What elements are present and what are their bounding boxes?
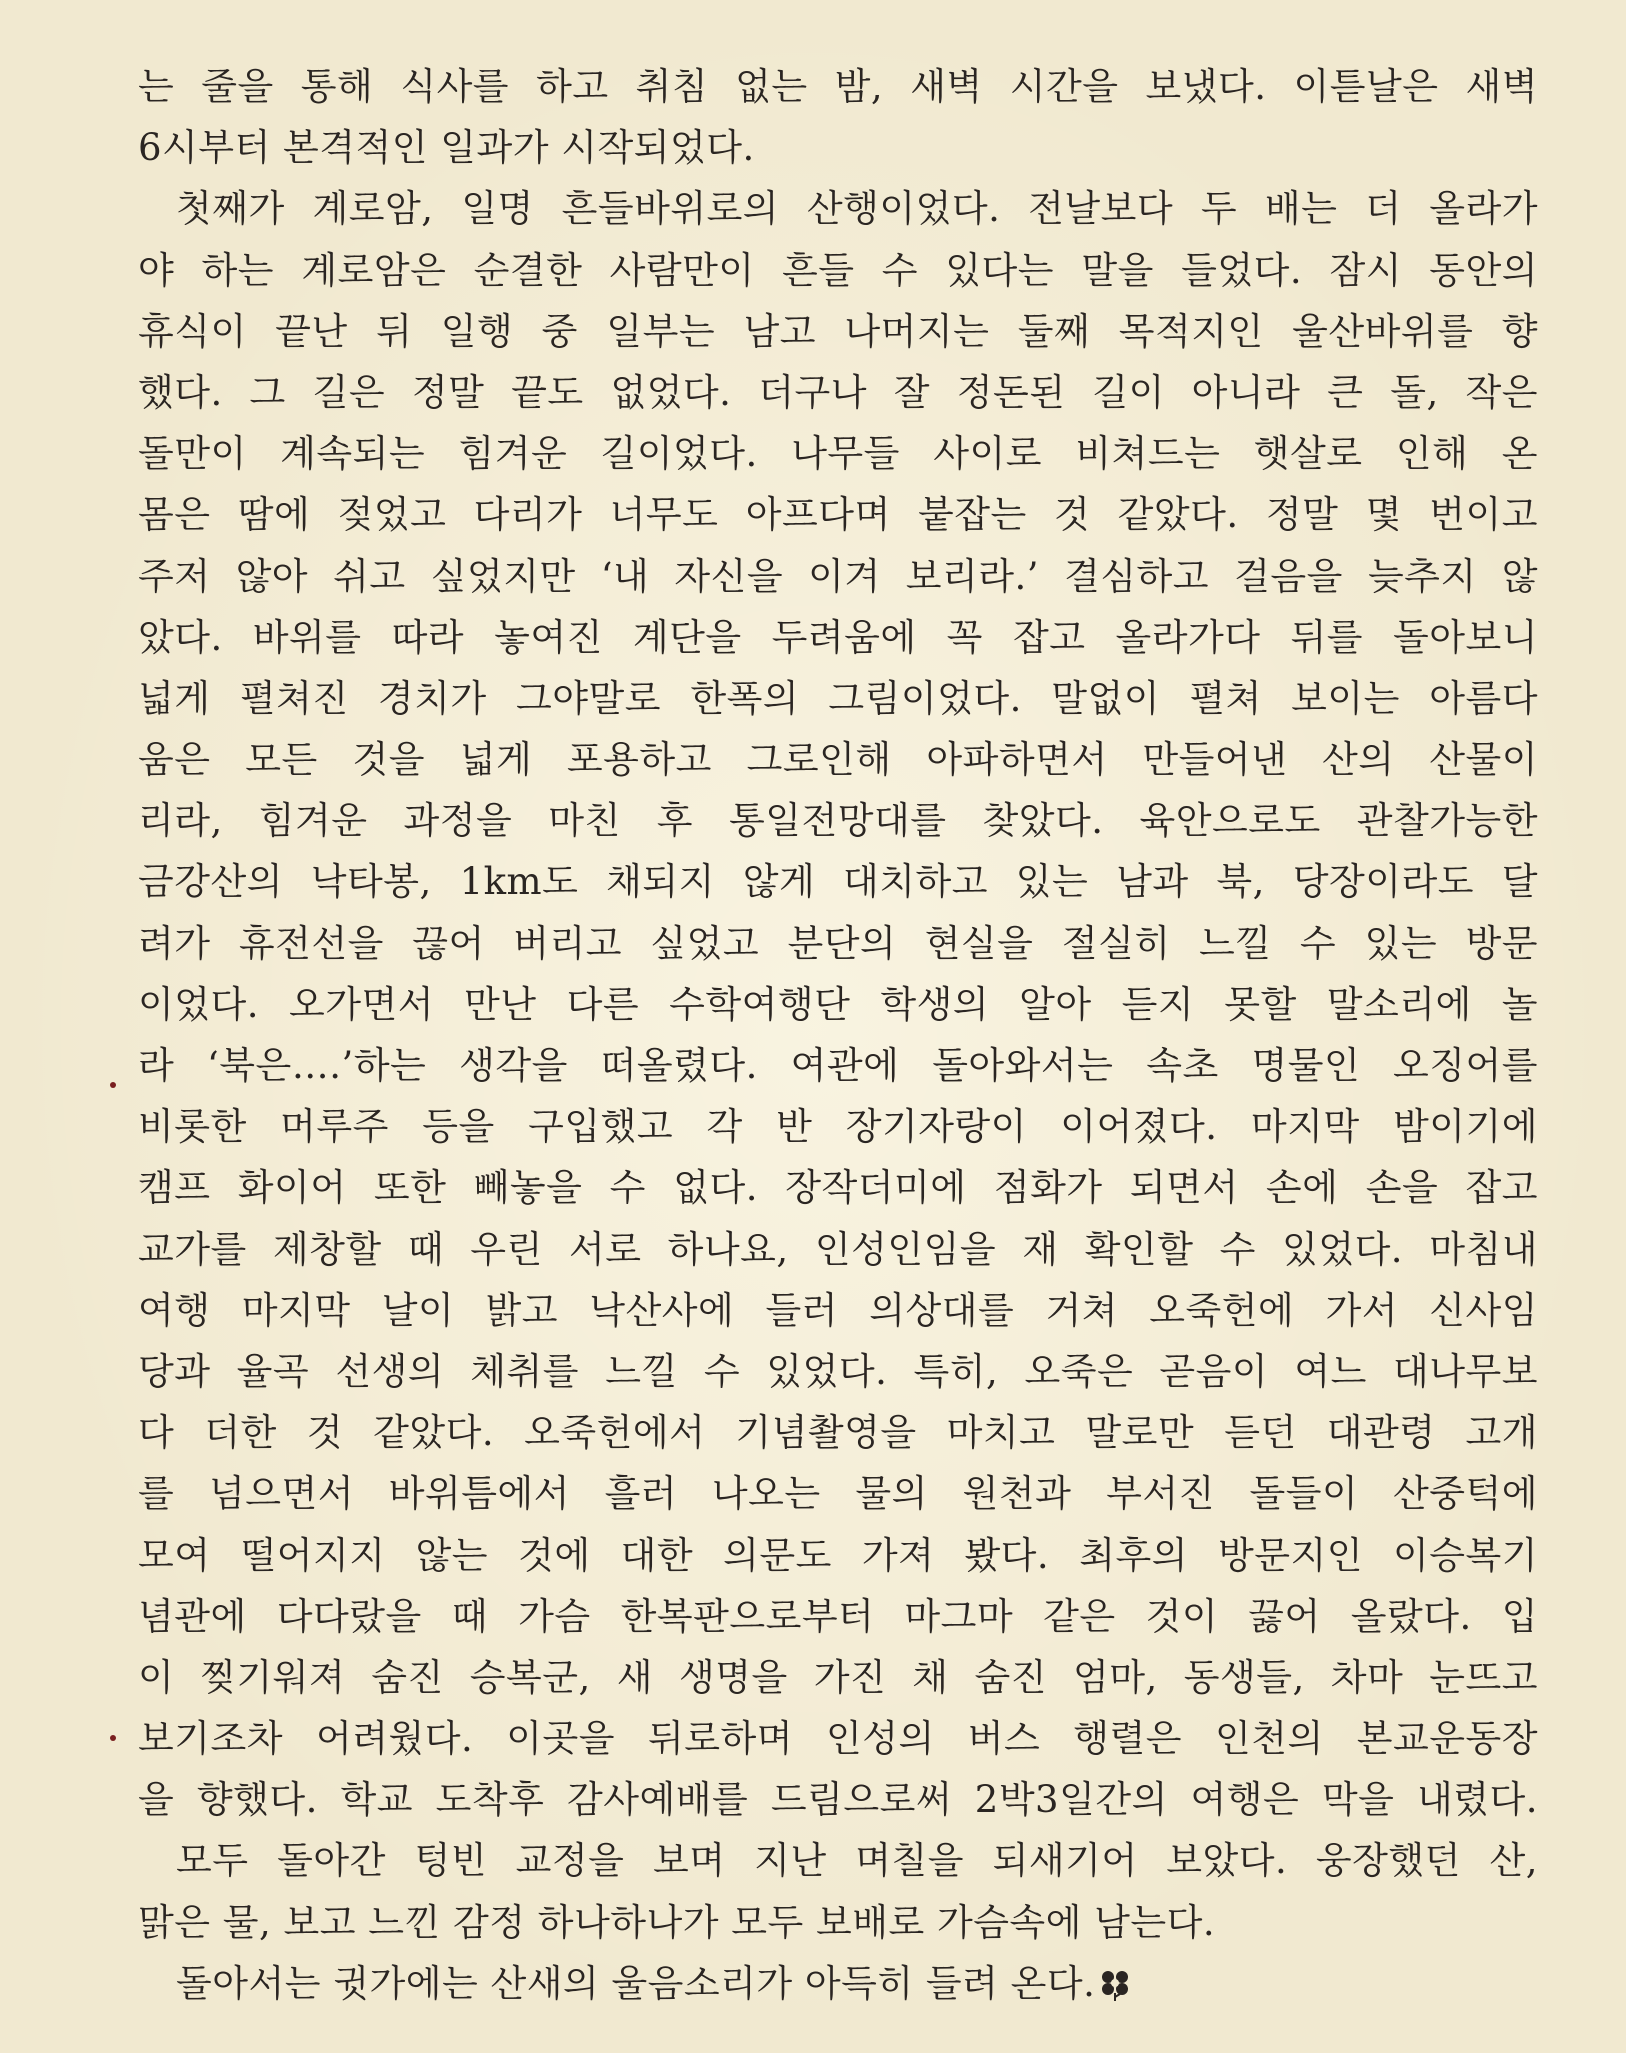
text-line (138, 1953, 1538, 2014)
text-line (138, 1402, 1538, 1463)
text-line (138, 1892, 1538, 1953)
text-line-content: 야 하는 계로암은 순결한 사람만이 흔들 수 있다는 말을 들었다. 잠시 동안의 (138, 248, 1538, 292)
text-line-content: 리라, 힘겨운 과정을 마친 후 통일전망대를 찾았다. 육안으로도 관찰가능한 (138, 799, 1538, 843)
text-line-content: 금강산의 낙타봉, 1km도 채되지 않게 대치하고 있는 남과 북, 당장이라도 달 (138, 860, 1538, 904)
text-line-content: 넓게 펼쳐진 경치가 그야말로 한폭의 그림이었다. 말없이 펼쳐 보이는 아름다 (138, 676, 1538, 720)
text-line (138, 301, 1538, 362)
text-line-content: 맑은 물, 보고 느낀 감정 하나하나가 모두 보배로 가슴속에 남는다. (138, 1900, 1216, 1944)
text-line (138, 178, 1538, 239)
text-line-content: 주저 않아 쉬고 싶었지만 ‘내 자신을 이겨 보리라.’ 결심하고 걸음을 늦추지 않 (138, 554, 1538, 598)
flower-ornament-icon (1097, 1966, 1133, 2002)
text-line (138, 1035, 1538, 1096)
text-line (138, 913, 1538, 974)
text-line (138, 974, 1538, 1035)
text-line (138, 1463, 1538, 1524)
text-line-content: 다 더한 것 같았다. 오죽헌에서 기념촬영을 마치고 말로만 듣던 대관령 고개 (138, 1411, 1538, 1455)
text-line (138, 240, 1538, 301)
text-line-content: 보기조차 어려웠다. 이곳을 뒤로하며 인성의 버스 행렬은 인천의 본교운동장 (138, 1717, 1538, 1761)
text-line-content: 캠프 화이어 또한 빼놓을 수 없다. 장작더미에 점화가 되면서 손에 손을 잡고 (138, 1166, 1538, 1210)
text-line-content: 움은 모든 것을 넓게 포용하고 그로인해 아파하면서 만들어낸 산의 산물이 (138, 738, 1538, 782)
text-line (138, 56, 1538, 117)
text-line-content: 는 줄을 통해 식사를 하고 취침 없는 밤, 새벽 시간을 보냈다. 이튿날은 새벽 (138, 65, 1538, 108)
text-line (138, 1096, 1538, 1157)
text-line-content: 교가를 제창할 때 우린 서로 하나요, 인성인임을 재 확인할 수 있었다. 마침내 (138, 1227, 1538, 1271)
text-line-content: 을 향했다. 학교 도착후 감사예배를 드림으로써 2박3일간의 여행은 막을 내렸다. (138, 1778, 1538, 1822)
text-line-content: 여행 마지막 날이 밝고 낙산사에 들러 의상대를 거쳐 오죽헌에 가서 신사임 (138, 1288, 1538, 1332)
text-line (138, 1830, 1538, 1891)
text-line (138, 117, 1538, 178)
text-line-content: 를 넘으면서 바위틈에서 흘러 나오는 물의 원천과 부서진 돌들이 산중턱에 (138, 1472, 1538, 1516)
essay-body (138, 56, 1538, 2014)
text-line (138, 607, 1538, 668)
text-line (138, 1157, 1538, 1218)
text-line (138, 851, 1538, 912)
text-line-content: 려가 휴전선을 끊어 버리고 싶었고 분단의 현실을 절실히 느낄 수 있는 방문 (138, 921, 1538, 965)
text-line (138, 668, 1538, 729)
text-line-content: 휴식이 끝난 뒤 일행 중 일부는 남고 나머지는 둘째 목적지인 울산바위를 향 (138, 309, 1538, 353)
text-line (138, 1219, 1538, 1280)
text-line-content: 모두 돌아간 텅빈 교정을 보며 지난 며칠을 되새기어 보았다. 웅장했던 산, (176, 1839, 1538, 1883)
text-line (138, 1708, 1538, 1769)
text-line-content: 비롯한 머루주 등을 구입했고 각 반 장기자랑이 이어졌다. 마지막 밤이기에 (138, 1105, 1538, 1149)
text-line (138, 790, 1538, 851)
text-line-content: 라 ‘북은….’하는 생각을 떠올렸다. 여관에 돌아와서는 속초 명물인 오징어를 (138, 1044, 1538, 1087)
text-line-content: 돌아서는 귓가에는 산새의 울음소리가 아득히 들려 온다. (176, 1961, 1096, 2005)
text-line (138, 362, 1538, 423)
margin-dot (110, 1735, 116, 1741)
text-line (138, 1280, 1538, 1341)
text-line-content: 했다. 그 길은 정말 끝도 없었다. 더구나 잘 정돈된 길이 아니라 큰 돌, 작은 (138, 370, 1538, 414)
text-line-content: 이 찢기워져 숨진 승복군, 새 생명을 가진 채 숨진 엄마, 동생들, 차마 눈뜨고 (138, 1655, 1538, 1699)
text-line (138, 546, 1538, 607)
margin-dot (110, 1082, 116, 1088)
text-line-content: 6시부터 본격적인 일과가 시작되었다. (138, 126, 755, 170)
text-line-content: 첫째가 계로암, 일명 흔들바위로의 산행이었다. 전날보다 두 배는 더 올라가 (176, 187, 1538, 231)
text-line-content: 돌만이 계속되는 힘겨운 길이었다. 나무들 사이로 비쳐드는 햇살로 인해 온 (138, 432, 1538, 476)
text-line (138, 1586, 1538, 1647)
text-line (138, 1341, 1538, 1402)
text-line (138, 423, 1538, 484)
text-line-content: 모여 떨어지지 않는 것에 대한 의문도 가져 봤다. 최후의 방문지인 이승복기 (138, 1533, 1538, 1577)
text-line-content: 았다. 바위를 따라 놓여진 계단을 두려움에 꼭 잡고 올라가다 뒤를 돌아보니 (138, 615, 1538, 659)
text-line (138, 1647, 1538, 1708)
text-line-content: 념관에 다다랐을 때 가슴 한복판으로부터 마그마 같은 것이 끓어 올랐다. 입 (138, 1594, 1538, 1638)
text-line-content: 이었다. 오가면서 만난 다른 수학여행단 학생의 알아 듣지 못할 말소리에 놀 (138, 982, 1538, 1026)
text-line-content: 몸은 땀에 젖었고 다리가 너무도 아프다며 붙잡는 것 같았다. 정말 몇 번이고 (138, 493, 1538, 537)
text-line (138, 1769, 1538, 1830)
text-line (138, 729, 1538, 790)
text-line-content: 당과 율곡 선생의 체취를 느낄 수 있었다. 특히, 오죽은 곧음이 여느 대나무보 (138, 1349, 1538, 1393)
text-line (138, 484, 1538, 545)
text-line (138, 1525, 1538, 1586)
